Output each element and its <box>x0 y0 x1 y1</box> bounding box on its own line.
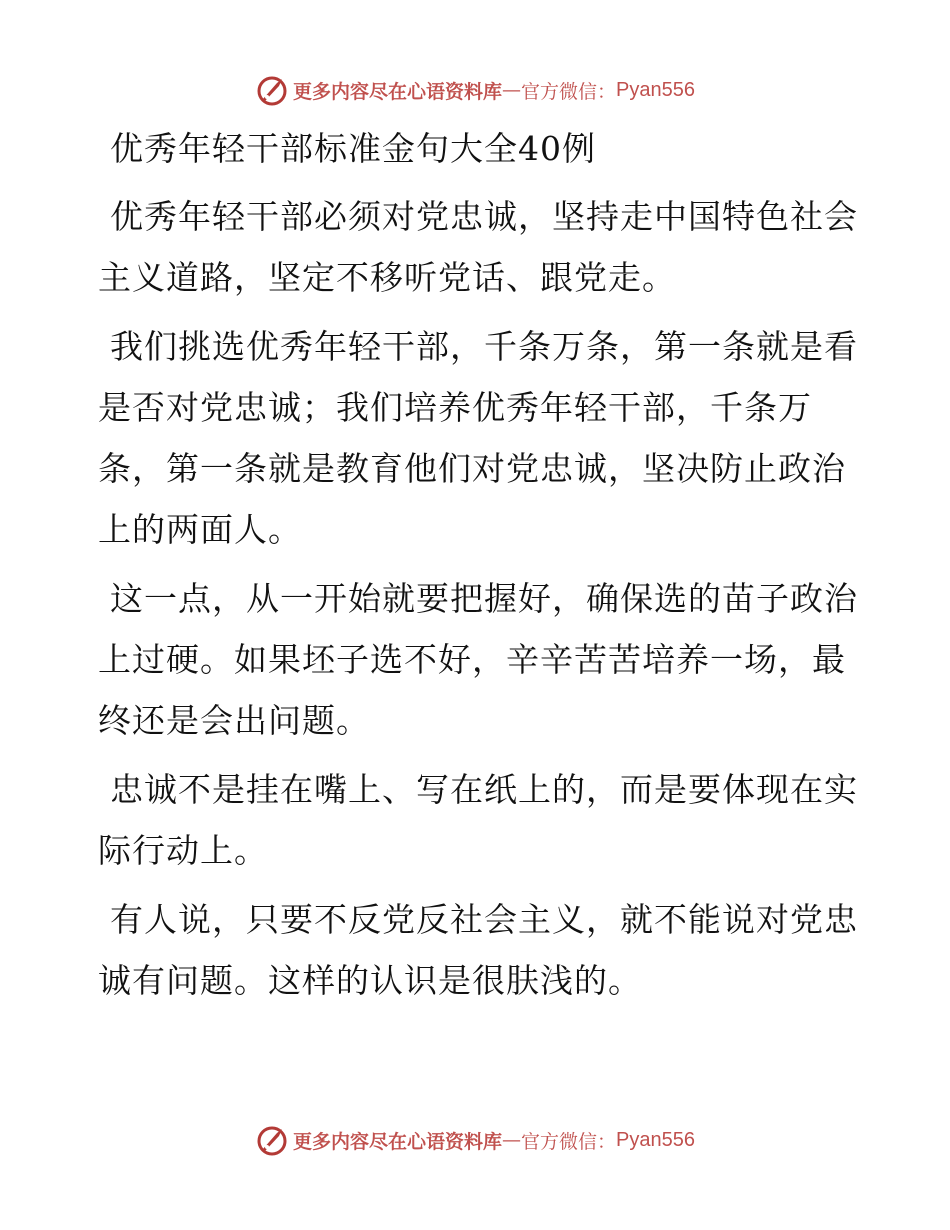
document-body <box>98 120 858 1019</box>
paragraph-2: 我们挑选优秀年轻干部，千条万条，第一条就是看是否对党忠诚；我们培养优秀年轻干部，千条万条，第一条就是教育他们对党忠诚，坚决防止政治上的两面人。 <box>98 327 858 549</box>
paragraph-5: 有人说，只要不反党反社会主义，就不能说对党忠诚有问题。这样的认识是很肤浅的。 <box>98 900 858 1000</box>
pen-nib-logo-icon <box>255 73 289 107</box>
banner-slogan: 更多内容尽在心语资料库 <box>293 80 503 103</box>
paragraph-1: 优秀年轻干部必须对党忠诚，坚持走中国特色社会主义道路，坚定不移听党话、跟党走。 <box>98 197 858 297</box>
banner-wechat-label: 官方微信： <box>521 1130 617 1153</box>
pen-nib-logo-icon <box>255 1123 289 1157</box>
document-title: 优秀年轻干部标准金句大全40例 <box>110 129 596 168</box>
banner-wechat-id: Pyan556 <box>616 78 695 101</box>
banner-dash: — <box>502 1129 522 1151</box>
banner-slogan: 更多内容尽在心语资料库 <box>293 1130 503 1153</box>
banner-wechat-label: 官方微信： <box>521 80 617 103</box>
banner-wechat-id: Pyan556 <box>616 1128 695 1151</box>
paragraph-4: 忠诚不是挂在嘴上、写在纸上的，而是要体现在实际行动上。 <box>98 770 858 870</box>
footer-banner <box>0 1120 950 1160</box>
header-banner <box>0 70 950 110</box>
banner-dash: — <box>502 79 522 101</box>
paragraph-3: 这一点，从一开始就要把握好，确保选的苗子政治上过硬。如果坯子选不好，辛辛苦苦培养一场，最终还是会出问题。 <box>98 579 858 740</box>
